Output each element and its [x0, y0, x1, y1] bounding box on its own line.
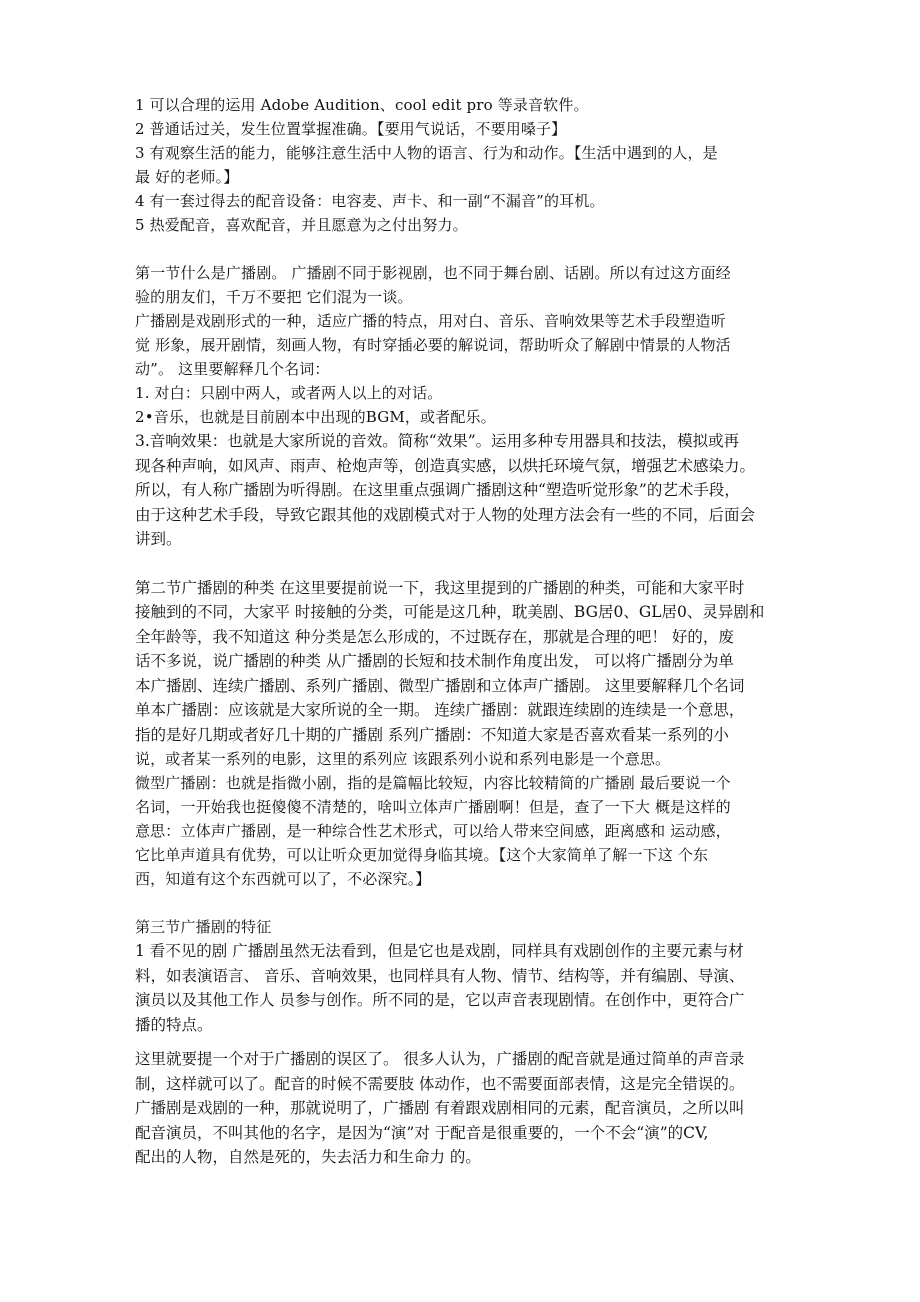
section-line: 单本广播剧：应该就是大家所说的全一期。 连续广播剧：就跟连续剧的连续是一个意思， [135, 701, 745, 719]
section-heading: 第三节广播剧的特征 [135, 918, 272, 936]
section-line: 指的是好几期或者好几十期的广播剧 系列广播剧：不知道大家是否喜欢看某一系列的小 [135, 725, 729, 744]
section-line: 说，或者某一系列的电影，这里的系列应 该跟系列小说和系列电影是一个意思。 [135, 750, 671, 768]
section-line: 3.音响效果：也就是大家所说的音效。简称“效果”。运用多种专用器具和技法，模拟或再 [135, 432, 740, 450]
section-line: 第二节广播剧的种类 在这里要提前说一下，我这里提到的广播剧的种类，可能和大家平时 [135, 578, 745, 597]
section-line: 微型广播剧：也就是指微小剧，指的是篇幅比较短，内容比较精简的广播剧 最后要说一个 [135, 774, 731, 792]
requirement-line: 3 有观察生活的能力，能够注意生活中人物的语言、行为和动作。【生活中遇到的人，是 [135, 144, 718, 162]
section-line: 广播剧是戏剧形式的一种，适应广播的特点，用对白、音乐、音响效果等艺术手段塑造听 [135, 312, 726, 330]
section-line: 1 看不见的剧 广播剧虽然无法看到，但是它也是戏剧，同样具有戏剧创作的主要元素与材 [135, 942, 744, 960]
section-line: 现各种声响，如风声、雨声、枪炮声等，创造真实感，以烘托环境气氛，增强艺术感染力。 [135, 456, 756, 475]
paragraph-gap [135, 237, 785, 261]
requirement-line: 最 好的老师。】 [135, 168, 239, 186]
section-line: 这里就要提一个对于广播剧的误区了。 很多人认为，广播剧的配音就是通过简单的声音录 [135, 1050, 745, 1068]
section-line: 西，知道有这个东西就可以了，不必深究。】 [135, 870, 431, 888]
section-line: 料，如表演语言、 音乐、音响效果，也同样具有人物、情节、结构等，并有编剧、导演、 [135, 966, 745, 985]
section-3-characteristics [135, 915, 785, 1037]
section-line: 讲到。 [135, 530, 182, 548]
section-line: 所以，有人称广播剧为听得剧。在这里重点强调广播剧这种“塑造听觉形象”的艺术手段， [135, 481, 740, 499]
section-2-types-of-radio-drama [135, 576, 785, 892]
section-line: 配音演员，不叫其他的名字，是因为“演”对 于配音是很重要的，一个不会“演”的CV, [135, 1123, 709, 1142]
paragraph-gap [135, 1037, 785, 1047]
section-line: 觉 形象，展开剧情，刻画人物，有时穿插必要的解说词，帮助听众了解剧中情景的人物活 [135, 336, 731, 354]
section-line: 名词，一开始我也挺傻傻不清楚的，啥叫立体声广播剧啊！但是，查了一下大 概是这样的 [135, 798, 731, 816]
section-line: 它比单声道具有优势，可以让听众更加觉得身临其境。【这个大家简单了解一下这 个东 [135, 846, 709, 864]
section-4-misconception [135, 1047, 785, 1170]
paragraph-gap [135, 891, 785, 915]
section-line: 第一节什么是广播剧。 广播剧不同于影视剧，也不同于舞台剧、话剧。所以有过这方面经 [135, 264, 731, 282]
requirement-line: 5 热爱配音，喜欢配音，并且愿意为之付出努力。 [135, 216, 468, 234]
section-line: 演员以及其他工作人 员参与创作。所不同的是，它以声音表现剧情。在创作中，更符合广 [135, 991, 745, 1009]
section-line: 本广播剧、连续广播剧、系列广播剧、微型广播剧和立体声广播剧。 这里要解释几个名词 [135, 676, 745, 695]
section-line: 接触到的不同，大家平 时接触的分类，可能是这几种，耽美剧、BG居0、GL居0、灵异剧和 [135, 603, 765, 621]
section-line: 动”。 这里要解释几个名词： [135, 360, 330, 378]
section-1-what-is-radio-drama [135, 261, 785, 552]
section-line: 全年龄等，我不知道这 种分类是怎么形成的，不过既存在，那就是合理的吧！ 好的，废 [135, 627, 734, 646]
section-line: 制，这样就可以了。配音的时候不需要肢 体动作，也不需要面部表情，这是完全错误的。 [135, 1074, 745, 1093]
section-line: 广播剧是戏剧的一种，那就说明了，广播剧 有着跟戏剧相同的元素，配音演员，之所以叫 [135, 1099, 745, 1117]
section-line: 由于这种艺术手段，导致它跟其他的戏剧模式对于人物的处理方法会有一些的不同，后面会 [135, 505, 756, 524]
section-line: 2•音乐，也就是目前剧本中出现的BGM，或者配乐。 [135, 408, 496, 426]
section-line: 验的朋友们，千万不要把 它们混为一谈。 [135, 288, 413, 306]
section-line: 配出的人物，自然是死的，失去活力和生命力 的。 [135, 1148, 481, 1166]
document-page [135, 93, 785, 1170]
section-line: 意思：立体声广播剧，是一种综合性艺术形式，可以给人带来空间感，距离感和 运动感， [135, 822, 731, 840]
requirements-list [135, 93, 785, 237]
section-line: 1. 对白：只剧中两人，或者两人以上的对话。 [135, 384, 443, 402]
requirement-line: 1 可以合理的运用 Adobe Audition、cool edit pro 等录音软件。 [135, 96, 589, 114]
requirement-line: 2 普通话过关，发生位置掌握准确。【要用气说话，不要用嗓子】 [135, 120, 567, 138]
section-line: 播的特点。 [135, 1015, 213, 1034]
paragraph-gap [135, 552, 785, 576]
requirement-line: 4 有一套过得去的配音设备：电容麦、声卡、和一副“不漏音”的耳机。 [135, 192, 605, 210]
section-line: 话不多说，说广播剧的种类 从广播剧的长短和技术制作角度出发， 可以将广播剧分为单 [135, 652, 734, 670]
